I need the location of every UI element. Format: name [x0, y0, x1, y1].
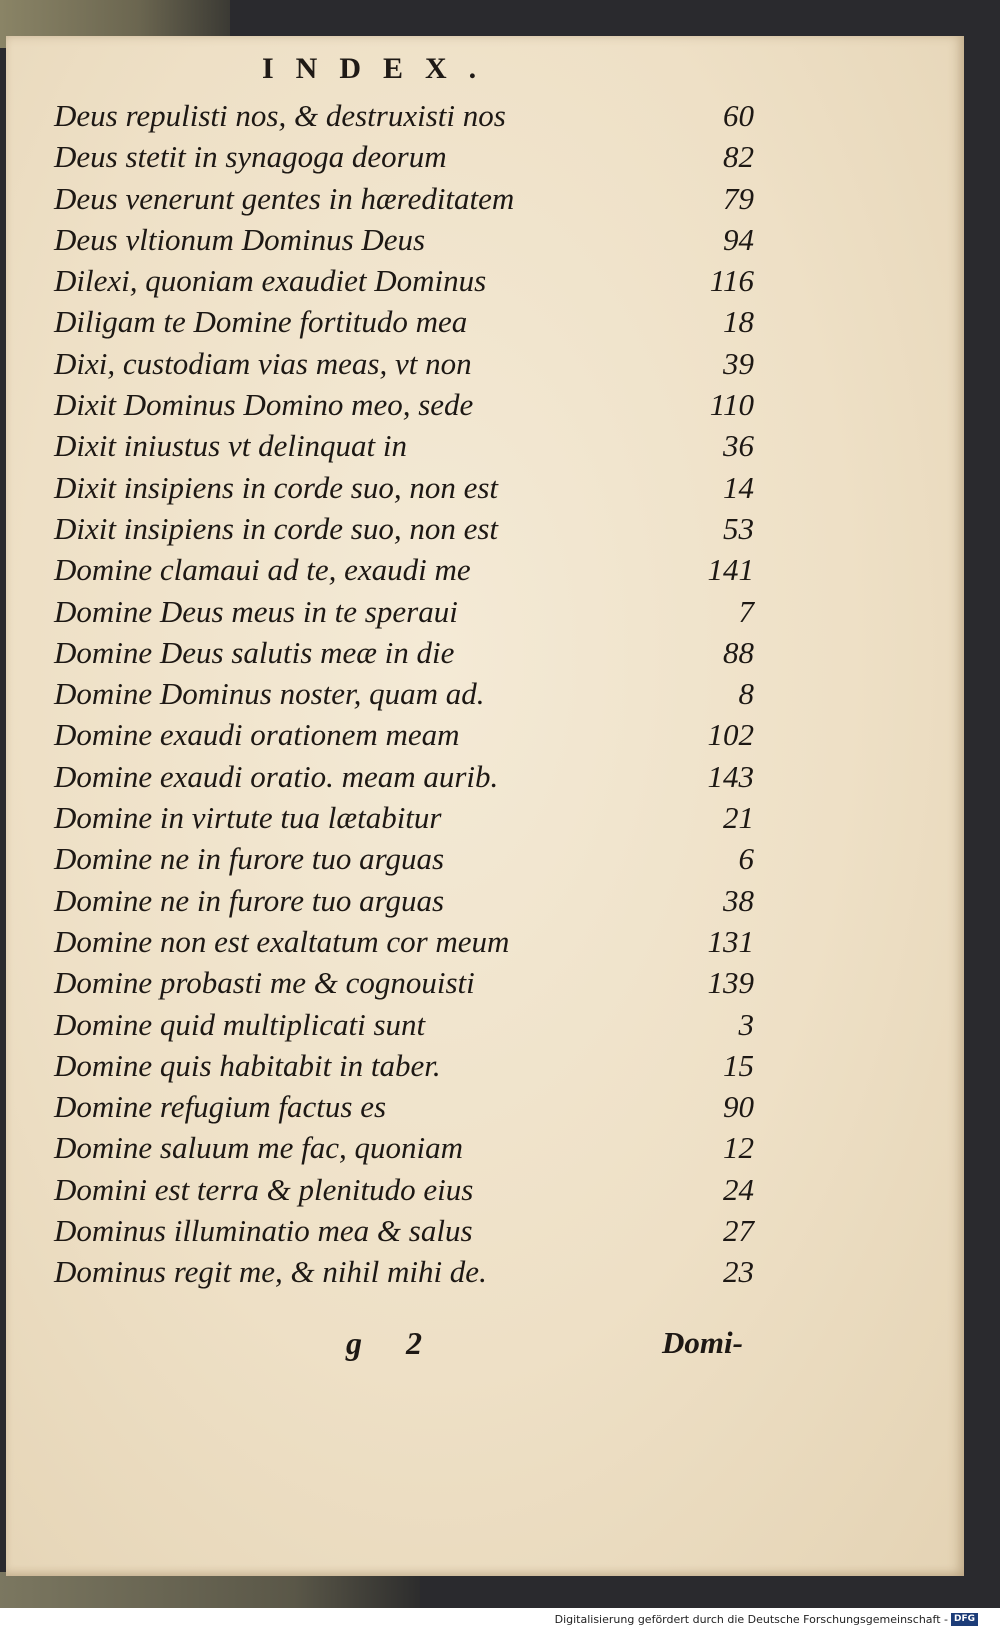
index-entries — [54, 95, 754, 1293]
index-entry — [54, 714, 754, 755]
entry-text: Domini est terra & plenitudo eius — [54, 1171, 474, 1207]
index-entry — [54, 260, 754, 301]
index-entry — [54, 591, 754, 632]
index-entry — [54, 425, 754, 466]
entry-text: Domine quid multiplicati sunt — [54, 1006, 426, 1042]
entry-page-number: 141 — [707, 552, 754, 588]
entry-page-number: 110 — [709, 387, 754, 423]
entry-text: Domine ne in furore tuo arguas — [54, 841, 445, 877]
entry-text: Deus stetit in synagoga deorum — [54, 139, 447, 175]
entry-page-number: 79 — [723, 180, 754, 216]
entry-page-number: 23 — [723, 1254, 754, 1290]
entry-text: Domine Deus meus in te speraui — [54, 593, 458, 629]
index-entry — [54, 1004, 754, 1045]
entry-page-number: 53 — [723, 510, 754, 546]
entry-text: Diligam te Domine fortitudo mea — [54, 304, 468, 340]
entry-page-number: 143 — [707, 758, 754, 794]
index-entry — [54, 219, 754, 260]
entry-page-number: 94 — [723, 221, 754, 257]
entry-text: Domine quis habitabit in taber. — [54, 1047, 441, 1083]
index-entry — [54, 673, 754, 714]
entry-page-number: 39 — [723, 345, 754, 381]
entry-page-number: 82 — [723, 139, 754, 175]
entry-text: Deus repulisti nos, & destruxisti nos — [54, 98, 506, 133]
entry-text: Domine exaudi orationem meam — [54, 717, 460, 753]
index-entry — [54, 508, 754, 549]
index-entry — [54, 1169, 754, 1210]
entry-text: Domine Deus salutis meæ in die — [54, 634, 455, 670]
index-entry — [54, 838, 754, 879]
entry-text: Domine Dominus noster, quam ad. — [54, 676, 485, 712]
entry-page-number: 38 — [723, 882, 754, 918]
index-entry — [54, 962, 754, 1003]
credit-text: Digitalisierung gefördert durch die Deutsche Forschungsgemeinschaft - — [554, 1612, 948, 1626]
entry-text: Dixit iniustus vt delinquat in — [54, 428, 408, 464]
entry-page-number: 131 — [707, 923, 754, 959]
entry-text: Dilexi, quoniam exaudiet Dominus — [54, 263, 487, 299]
index-entry — [54, 1045, 754, 1086]
binding-strip-bottom — [0, 1572, 420, 1608]
entry-text: Domine refugium factus es — [54, 1089, 387, 1125]
entry-text: Domine saluum me fac, quoniam — [54, 1130, 463, 1166]
index-entry — [54, 343, 754, 384]
entry-text: Domine clamaui ad te, exaudi me — [54, 552, 471, 588]
index-entry — [54, 797, 754, 838]
entry-text: Deus vltionum Dominus Deus — [54, 221, 426, 257]
index-entry — [54, 756, 754, 797]
entry-text: Dominus illuminatio mea & salus — [54, 1213, 473, 1249]
entry-page-number: 12 — [723, 1130, 754, 1166]
entry-text: Domine probasti me & cognouisti — [54, 965, 475, 1001]
entry-page-number: 18 — [723, 304, 754, 340]
entry-page-number: 14 — [723, 469, 754, 505]
entry-page-number: 21 — [723, 800, 754, 836]
index-entry — [54, 1251, 754, 1292]
entry-page-number: 88 — [723, 634, 754, 670]
index-entry — [54, 384, 754, 425]
entry-page-number: 36 — [723, 428, 754, 464]
entry-page-number: 15 — [723, 1047, 754, 1083]
index-entry — [54, 1127, 754, 1168]
index-entry — [54, 467, 754, 508]
entry-text: Dixit insipiens in corde suo, non est — [54, 510, 499, 546]
index-entry — [54, 136, 754, 177]
entry-page-number: 27 — [723, 1213, 754, 1249]
index-entry — [54, 921, 754, 962]
index-entry — [54, 632, 754, 673]
entry-text: Deus venerunt gentes in hæreditatem — [54, 180, 515, 216]
index-entry — [54, 178, 754, 219]
entry-text: Domine exaudi oratio. meam aurib. — [54, 758, 499, 794]
digitization-credit — [555, 1612, 978, 1626]
signature-mark: g 2 — [346, 1325, 440, 1361]
entry-text: Dixit Dominus Domino meo, sede — [54, 387, 474, 423]
index-entry — [54, 95, 754, 136]
entry-text: Dixit insipiens in corde suo, non est — [54, 469, 499, 505]
index-entry — [54, 301, 754, 342]
page-header: INDEX. — [262, 52, 499, 85]
entry-page-number: 3 — [738, 1006, 754, 1042]
entry-text: Domine non est exaltatum cor meum — [54, 923, 510, 959]
entry-page-number: 116 — [709, 263, 754, 299]
entry-text: Domine ne in furore tuo arguas — [54, 882, 445, 918]
entry-page-number: 24 — [723, 1171, 754, 1207]
entry-page-number: 60 — [723, 98, 754, 133]
dfg-logo-icon: DFG — [951, 1613, 978, 1626]
entry-text: Dominus regit me, & nihil mihi de. — [54, 1254, 487, 1290]
entry-page-number: 102 — [707, 717, 754, 753]
entry-text: Domine in virtute tua lætabitur — [54, 800, 442, 836]
catchword: Domi- — [662, 1325, 743, 1360]
entry-text: Dixi, custodiam vias meas, vt non — [54, 345, 472, 381]
index-entry — [54, 549, 754, 590]
entry-page-number: 7 — [738, 593, 754, 629]
index-entry — [54, 1086, 754, 1127]
entry-page-number: 90 — [723, 1089, 754, 1125]
entry-page-number: 8 — [738, 676, 754, 712]
entry-page-number: 139 — [707, 965, 754, 1001]
index-entry — [54, 1210, 754, 1251]
index-entry — [54, 880, 754, 921]
entry-page-number: 6 — [738, 841, 754, 877]
